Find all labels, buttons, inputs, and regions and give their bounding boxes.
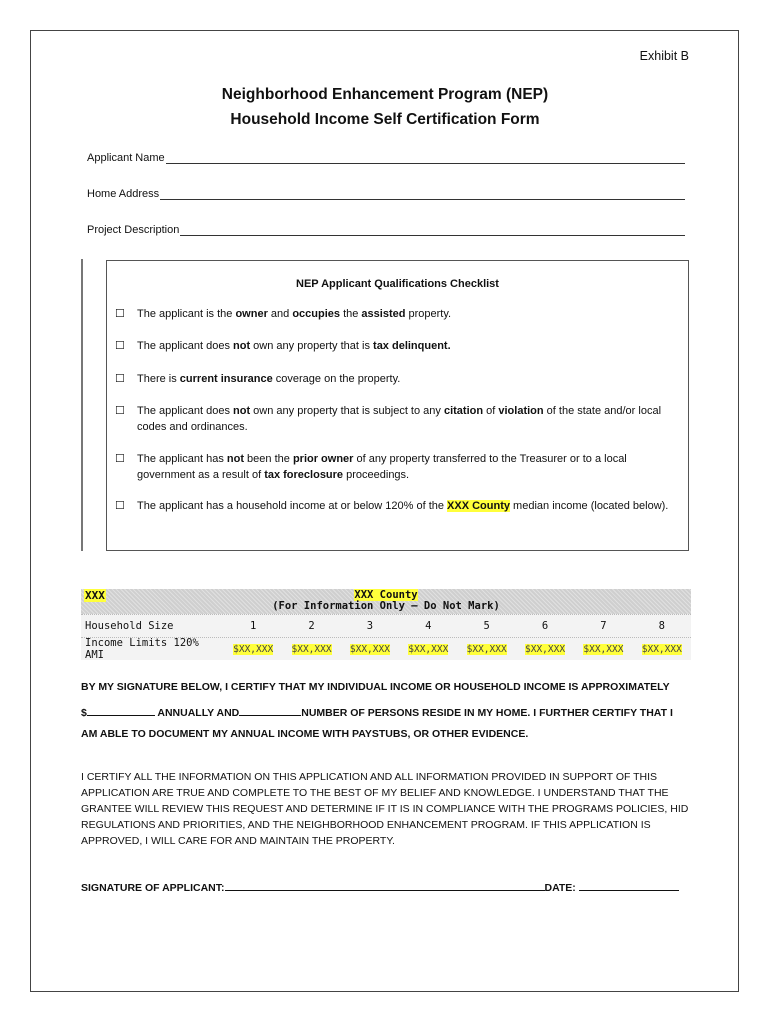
qualifications-checklist: [106, 260, 689, 551]
home-address-label: Home Address: [87, 188, 160, 200]
income-limits-table: [81, 589, 691, 660]
limit-cell: [457, 643, 515, 655]
certification-paragraph: I CERTIFY ALL THE INFORMATION ON THIS APPLICATION AND ALL INFORMATION PROVIDED IN SUPPORT OF THIS APPLICATION ARE TRUE AND COMPLETE TO THE BEST OF MY BELIEF AND KNOWLEDGE. I UNDERSTAND THAT THE GRANTEE WILL REVIEW THIS REQUEST AND DETERMINE IF IT IS IN COMPLIANCE WITH THE PROGRAMS POLICIES, HID REGULATIONS AND PRIORITIES, AND THE NEIGHBORHOOD ENHANCEMENT PROGRAM. IF THIS APPLICATION IS APPROVED, I WILL CARE FOR AND MAINTAIN THE PROPERTY.: [81, 771, 689, 847]
persons-count-blank[interactable]: [239, 705, 301, 716]
limit-cell: [224, 643, 282, 655]
size-cell: 6: [541, 620, 549, 632]
home-address-line[interactable]: [160, 188, 685, 200]
limit-cell: [282, 643, 340, 655]
applicant-name-label: Applicant Name: [87, 152, 165, 164]
project-description-label: Project Description: [87, 224, 180, 236]
dollar-sign: $: [81, 707, 87, 719]
checklist-title: NEP Applicant Qualifications Checklist: [296, 278, 499, 290]
income-limits-row: [81, 637, 691, 660]
size-cell: 5: [483, 620, 490, 632]
checklist-item-text: The applicant has not been the prior owner of any property transferred to the Treasurer or to a local government as a result of tax foreclosure proceedings.: [137, 453, 627, 481]
signature-line[interactable]: [225, 880, 545, 891]
checklist-item-prior-owner: [115, 451, 675, 483]
income-limits-label: Income Limits 120% AMI: [85, 637, 199, 661]
checkbox-icon[interactable]: ☐: [115, 405, 125, 417]
certification-line-2: [81, 705, 701, 719]
checkbox-icon[interactable]: ☐: [115, 500, 125, 512]
limit-value: $XX,XXX: [233, 644, 274, 655]
limit-cell: [341, 643, 399, 655]
size-cell: 1: [249, 620, 257, 632]
household-size-row: [81, 614, 691, 637]
checkbox-icon[interactable]: ☐: [115, 453, 125, 465]
limit-value: $XX,XXX: [349, 644, 390, 655]
checklist-item-insurance: [115, 371, 675, 387]
home-address-field[interactable]: [87, 188, 685, 200]
limit-value: $XX,XXX: [583, 644, 624, 655]
size-cell: 3: [366, 620, 374, 632]
xxx-label: XXX: [85, 589, 105, 602]
checkbox-icon[interactable]: ☐: [115, 340, 125, 352]
project-description-field[interactable]: [87, 224, 685, 236]
project-description-line[interactable]: [180, 224, 685, 236]
size-cell: 8: [658, 620, 665, 632]
checkbox-icon[interactable]: ☐: [115, 373, 125, 385]
checklist-item-tax-delinquent: [115, 338, 675, 354]
checklist-item-owner: [115, 306, 675, 322]
household-size-label: Household Size: [85, 620, 174, 632]
limit-value: $XX,XXX: [641, 644, 682, 655]
checklist-item-text: The applicant has a household income at or below 120% of the XXX County median income (located below).: [137, 500, 669, 512]
limit-value: $XX,XXX: [466, 644, 507, 655]
checklist-item-text: The applicant is the owner and occupies the assisted property.: [137, 308, 452, 320]
info-note: (For Information Only – Do Not Mark): [272, 600, 500, 612]
form-title: Neighborhood Enhancement Program (NEP): [221, 86, 549, 103]
certification-line-1: BY MY SIGNATURE BELOW, I CERTIFY THAT MY INDIVIDUAL INCOME OR HOUSEHOLD INCOME IS APPROXIMATELY: [81, 681, 670, 693]
income-table-header: [81, 589, 691, 614]
size-cell: 4: [425, 620, 432, 632]
applicant-name-line[interactable]: [166, 152, 685, 164]
limit-cell: [399, 643, 457, 655]
size-cell: 2: [308, 620, 315, 632]
checklist-item-text: The applicant does not own any property that is tax delinquent.: [137, 340, 451, 352]
certification-line-3: AM ABLE TO DOCUMENT MY ANNUAL INCOME WITH PAYSTUBS, OR OTHER EVIDENCE.: [81, 728, 529, 740]
limit-cell: [516, 643, 574, 655]
limit-cell: [633, 643, 691, 655]
checklist-item-text: There is current insurance coverage on the property.: [137, 373, 401, 385]
checklist-item-text: The applicant does not own any property that is subject to any citation of violation of the state and/or local codes and ordinances.: [137, 405, 662, 433]
limit-value: $XX,XXX: [291, 644, 332, 655]
margin-bar: [81, 259, 83, 551]
date-line[interactable]: [579, 880, 679, 891]
county-name: XXX County: [354, 589, 418, 601]
date-label: DATE:: [544, 882, 576, 894]
size-cell: 7: [600, 620, 607, 632]
limit-value: $XX,XXX: [408, 644, 449, 655]
signature-label: SIGNATURE OF APPLICANT:: [81, 882, 225, 894]
limit-value: $XX,XXX: [525, 644, 566, 655]
applicant-name-field[interactable]: [87, 152, 685, 164]
form-subtitle: Household Income Self Certification Form: [230, 111, 540, 128]
signature-row: [81, 880, 691, 894]
checkbox-icon[interactable]: ☐: [115, 308, 125, 320]
limit-cell: [574, 643, 632, 655]
annually-and-text: ANNUALLY AND: [157, 707, 240, 719]
checklist-item-income: [115, 498, 675, 514]
checklist-item-citation: [115, 403, 675, 435]
exhibit-label: Exhibit B: [639, 49, 689, 63]
persons-text: NUMBER OF PERSONS RESIDE IN MY HOME. I FURTHER CERTIFY THAT I: [301, 707, 673, 719]
income-amount-blank[interactable]: [87, 705, 155, 716]
